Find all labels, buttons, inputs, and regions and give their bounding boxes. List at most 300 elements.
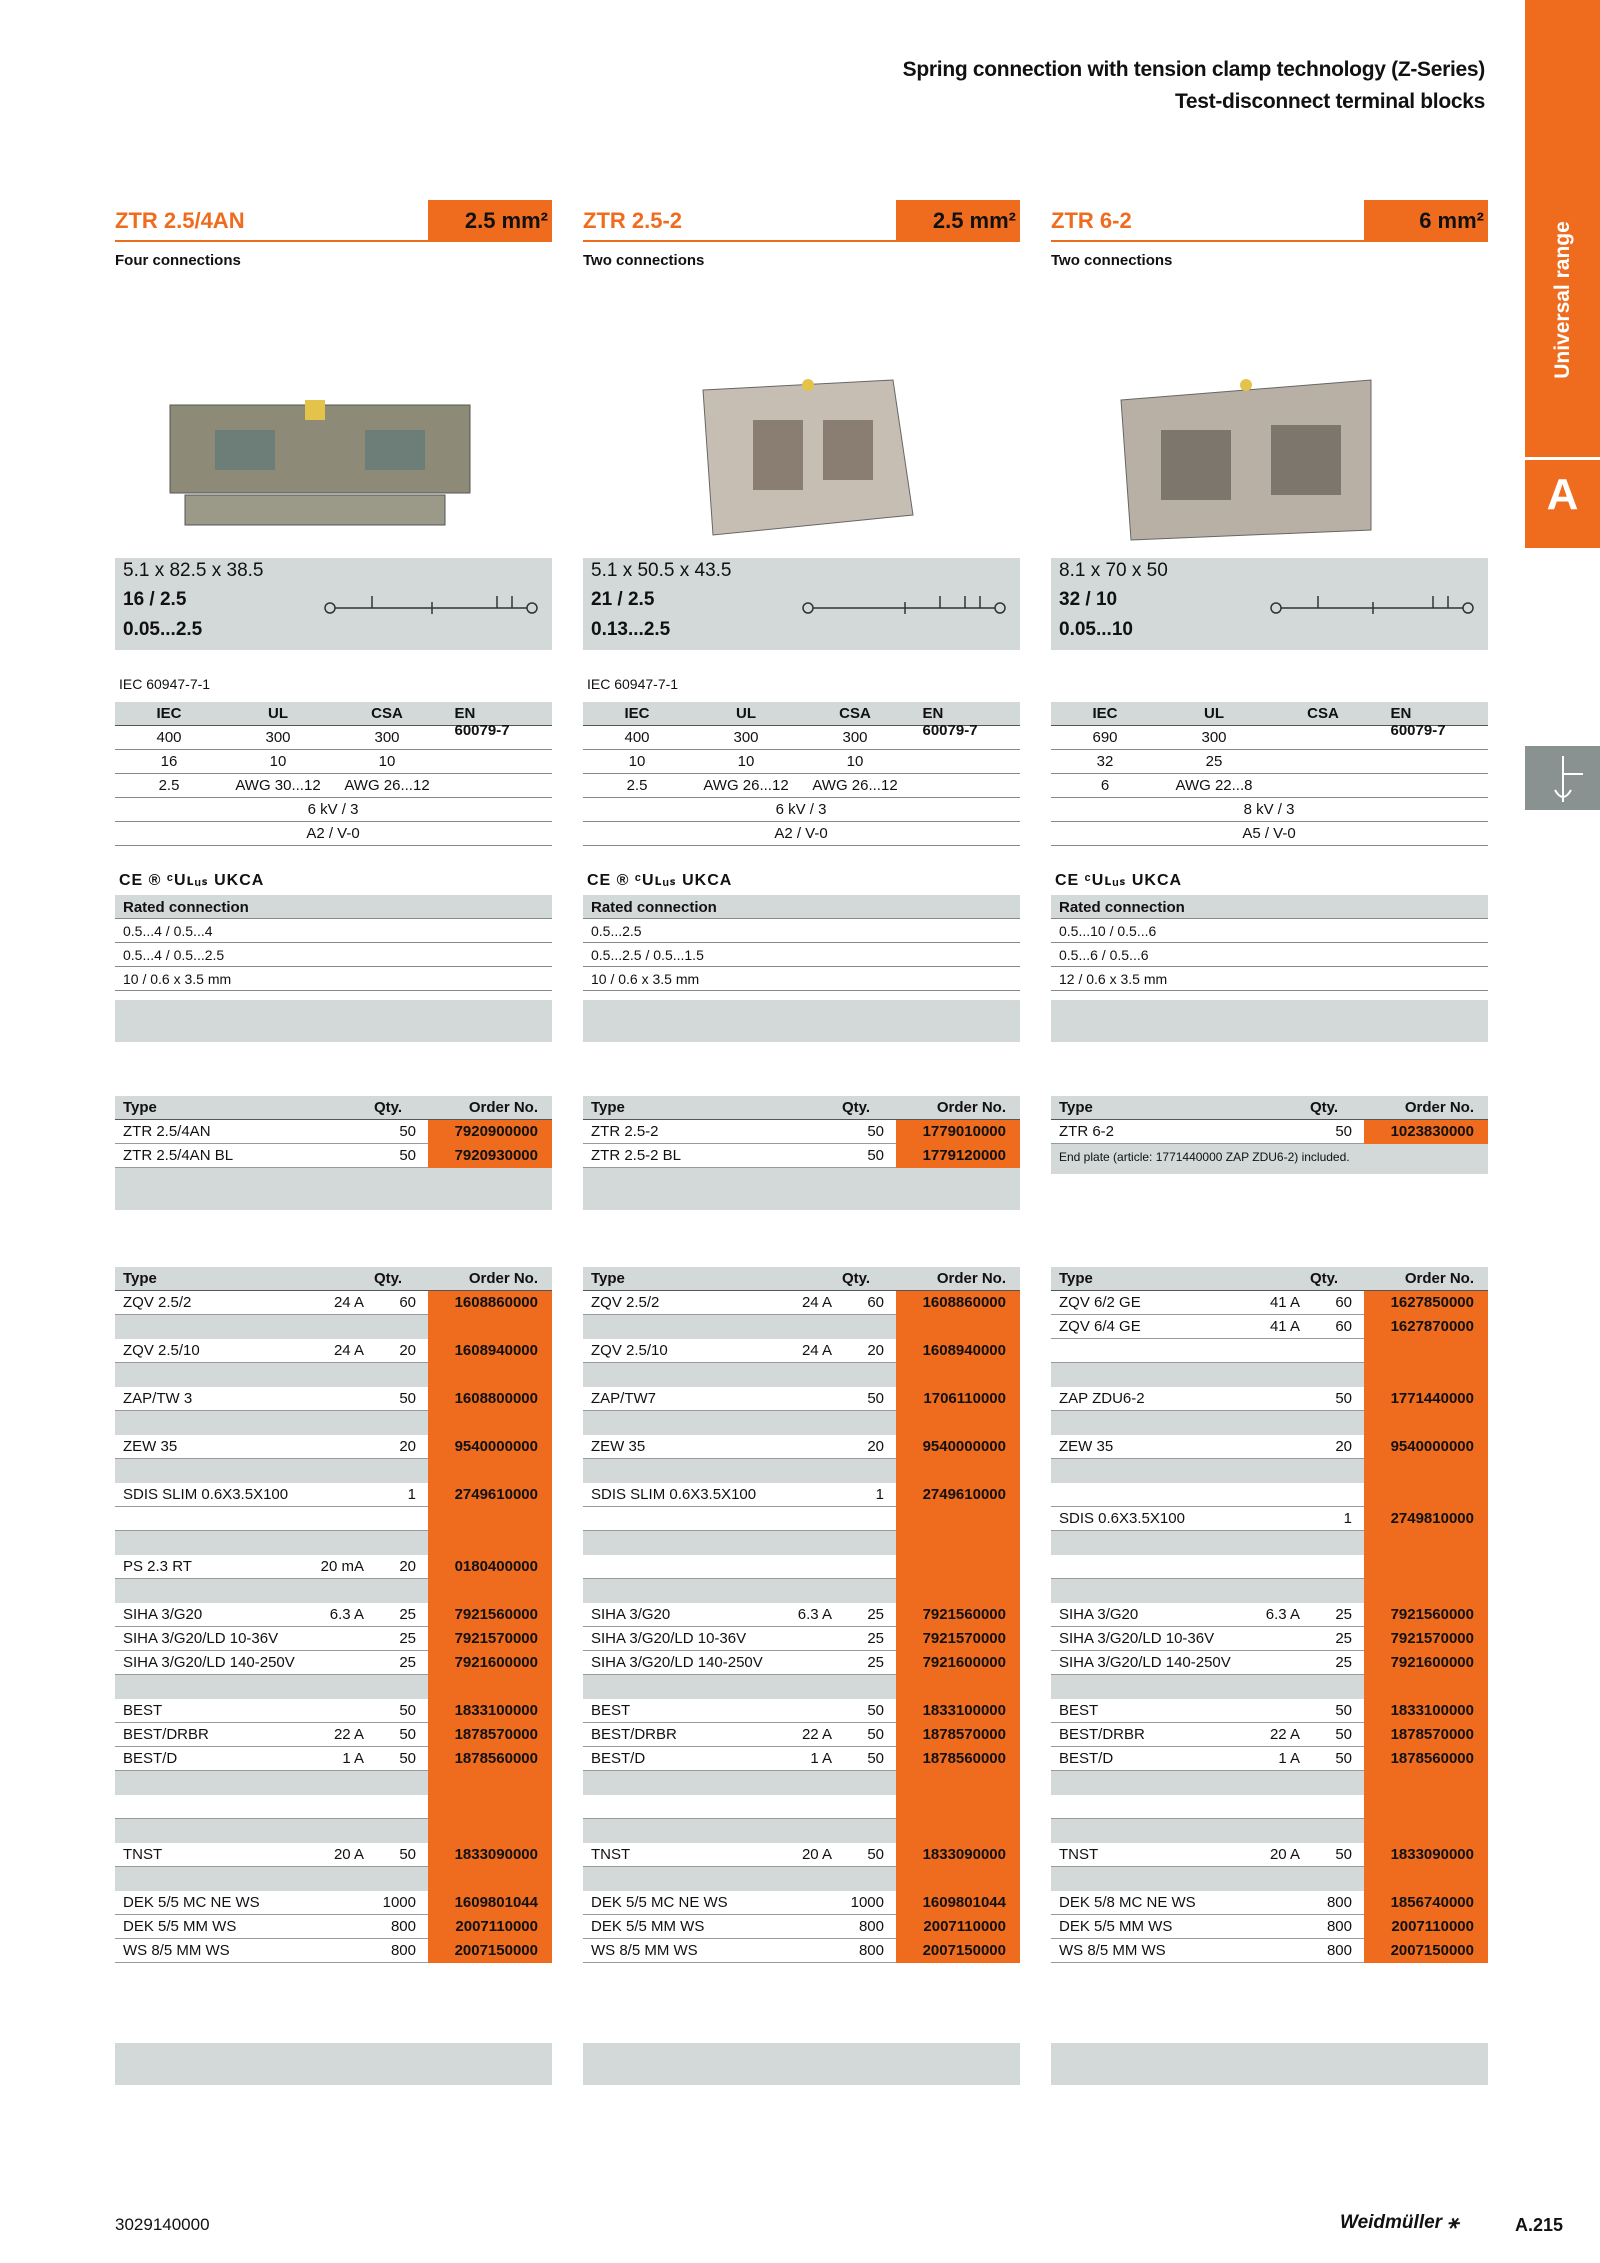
accessory-type: ZQV 2.5/2 xyxy=(123,1294,192,1311)
accessory-row[interactable] xyxy=(115,1651,552,1675)
side-category-box[interactable] xyxy=(1525,746,1600,810)
col-order-header: Order No. xyxy=(936,1099,1006,1116)
col-qty-header: Qty. xyxy=(841,1270,870,1287)
accessory-row[interactable] xyxy=(1051,1651,1488,1675)
rated-connection-row: 0.5...2.5 xyxy=(583,919,1020,943)
accessory-order-number[interactable]: 2007110000 xyxy=(428,1915,552,1939)
accessory-rating: 22 A xyxy=(1269,1726,1300,1743)
accessories-blank-row xyxy=(583,1795,1020,1819)
ratings-table xyxy=(115,702,552,846)
accessory-qty: 1000 xyxy=(382,1894,416,1911)
ratings-row xyxy=(583,750,1020,774)
accessories-table xyxy=(1051,1267,1488,1963)
product-title-bar xyxy=(115,200,552,242)
accessory-qty: 20 xyxy=(399,1438,416,1455)
accessories-gap xyxy=(1051,1867,1488,1891)
accessory-qty: 50 xyxy=(1335,1390,1352,1407)
accessory-order-number[interactable]: 2007110000 xyxy=(896,1915,1020,1939)
accessory-row[interactable] xyxy=(583,1339,1020,1363)
accessories-gap xyxy=(115,1459,552,1483)
ratings-cell: 10 xyxy=(628,753,646,770)
current-ratio: 32 / 10 xyxy=(1059,589,1118,610)
accessory-qty: 60 xyxy=(399,1294,416,1311)
accessory-qty: 50 xyxy=(399,1750,416,1767)
ratings-cell: 300 xyxy=(265,729,291,746)
accessory-row[interactable] xyxy=(583,1915,1020,1939)
order-number[interactable]: 1023830000 xyxy=(1364,1120,1488,1144)
accessory-row[interactable] xyxy=(115,1699,552,1723)
accessory-row[interactable] xyxy=(583,1723,1020,1747)
accessory-order-number[interactable]: 1833090000 xyxy=(428,1843,552,1867)
accessory-qty: 25 xyxy=(867,1606,884,1623)
accessory-qty: 60 xyxy=(1335,1318,1352,1335)
order-type: ZTR 6-2 xyxy=(1059,1123,1115,1140)
accessories-gap xyxy=(1051,1531,1488,1555)
accessories-gap xyxy=(1051,1459,1488,1483)
accessory-order-number[interactable]: 7921600000 xyxy=(1364,1651,1488,1675)
accessories-gap xyxy=(115,1675,552,1699)
product-photo xyxy=(583,340,1020,560)
side-tab-label: Universal range xyxy=(1550,221,1574,379)
accessories-blank-row xyxy=(1051,1483,1488,1507)
ratings-cell: AWG 22...8 xyxy=(1175,777,1253,794)
accessory-order-number[interactable]: 2749610000 xyxy=(428,1483,552,1507)
accessory-order-number[interactable]: 2007150000 xyxy=(1364,1939,1488,1963)
rated-connection-header: Rated connection xyxy=(1051,895,1488,919)
accessories-header xyxy=(583,1267,1020,1291)
accessory-row[interactable] xyxy=(1051,1507,1488,1531)
product-title-bar xyxy=(1051,200,1488,242)
accessory-qty: 50 xyxy=(867,1846,884,1863)
wiring-schematic-icon xyxy=(1268,588,1478,622)
order-type: ZTR 2.5/4AN xyxy=(123,1123,211,1140)
accessory-row[interactable] xyxy=(1051,1387,1488,1411)
accessory-order-number[interactable]: 1608940000 xyxy=(428,1339,552,1363)
accessory-row[interactable] xyxy=(115,1483,552,1507)
accessories-gap xyxy=(115,1363,552,1387)
order-table-header xyxy=(115,1096,552,1120)
accessory-qty: 800 xyxy=(390,1942,416,1959)
accessory-row[interactable] xyxy=(1051,1747,1488,1771)
ratings-cell: 300 xyxy=(842,729,868,746)
accessory-order-number[interactable]: 1833100000 xyxy=(896,1699,1020,1723)
accessory-row[interactable] xyxy=(115,1291,552,1315)
accessory-row[interactable] xyxy=(1051,1915,1488,1939)
certification-marks: CE ᶜUʟᵤₛ UKCA xyxy=(1055,872,1183,889)
order-row[interactable] xyxy=(1051,1120,1488,1144)
order-number[interactable]: 7920930000 xyxy=(428,1144,552,1168)
accessories-gap xyxy=(583,1771,1020,1795)
accessory-order-number[interactable]: 1608800000 xyxy=(428,1387,552,1411)
ratings-row xyxy=(583,726,1020,750)
accessory-row[interactable] xyxy=(583,1483,1020,1507)
accessory-type: ZEW 35 xyxy=(123,1438,178,1455)
order-note: End plate (article: 1771440000 ZAP ZDU6-2) included. xyxy=(1051,1144,1488,1174)
accessory-rating: 24 A xyxy=(333,1342,364,1359)
ratings-row xyxy=(1051,822,1488,846)
accessory-rating: 24 A xyxy=(801,1342,832,1359)
accessory-row[interactable] xyxy=(583,1747,1020,1771)
dimensions: 5.1 x 50.5 x 43.5 xyxy=(591,560,732,581)
current-ratio: 16 / 2.5 xyxy=(123,589,187,610)
col-order-header: Order No. xyxy=(468,1270,538,1287)
accessory-type: ZAP/TW 3 xyxy=(123,1390,193,1407)
dimensions: 8.1 x 70 x 50 xyxy=(1059,560,1168,581)
ratings-header-cell: CSA xyxy=(1307,705,1339,722)
col-order-header: Order No. xyxy=(936,1270,1006,1287)
accessory-row[interactable] xyxy=(115,1435,552,1459)
clamping-range: 0.05...2.5 xyxy=(123,619,203,640)
connections-label: Two connections xyxy=(1051,252,1173,269)
accessory-qty: 25 xyxy=(867,1654,884,1671)
accessories-blank-row xyxy=(583,1555,1020,1579)
ratings-cell: AWG 26...12 xyxy=(703,777,789,794)
col-qty-header: Qty. xyxy=(841,1099,870,1116)
accessory-order-number[interactable]: 9540000000 xyxy=(428,1435,552,1459)
accessory-order-number[interactable]: 7921560000 xyxy=(428,1603,552,1627)
order-type: ZTR 2.5-2 xyxy=(591,1123,659,1140)
accessories-table xyxy=(115,1267,552,1963)
rated-connection-row: 0.5...2.5 / 0.5...1.5 xyxy=(583,943,1020,967)
accessory-order-number[interactable]: 7921600000 xyxy=(428,1651,552,1675)
terminal-block-image xyxy=(1051,340,1488,560)
accessory-qty: 1 xyxy=(1343,1510,1352,1527)
accessory-row[interactable] xyxy=(1051,1627,1488,1651)
ratings-cell: 2.5 xyxy=(626,777,648,794)
accessory-order-number[interactable]: 1878560000 xyxy=(428,1747,552,1771)
accessory-order-number[interactable]: 1833100000 xyxy=(1364,1699,1488,1723)
product-name: ZTR 6-2 xyxy=(1051,208,1132,233)
accessory-type: ZEW 35 xyxy=(1059,1438,1114,1455)
accessory-rating: 41 A xyxy=(1269,1318,1300,1335)
rated-connection-table xyxy=(1051,895,1488,991)
ratings-cell: 6 kV / 3 xyxy=(307,801,359,818)
accessory-qty: 25 xyxy=(1335,1654,1352,1671)
accessory-type: DEK 5/5 MM WS xyxy=(1059,1918,1173,1935)
rated-connection-row: 0.5...4 / 0.5...4 xyxy=(115,919,552,943)
accessory-rating: 41 A xyxy=(1269,1294,1300,1311)
accessory-qty: 800 xyxy=(390,1918,416,1935)
accessory-type: SIHA 3/G20/LD 140-250V xyxy=(123,1654,295,1671)
accessory-row[interactable] xyxy=(1051,1939,1488,1963)
ratings-cell: 8 kV / 3 xyxy=(1243,801,1295,818)
rated-connection-row: 12 / 0.6 x 3.5 mm xyxy=(1051,967,1488,991)
accessory-row[interactable] xyxy=(115,1915,552,1939)
accessory-qty: 50 xyxy=(1335,1750,1352,1767)
accessory-type: SIHA 3/G20/LD 140-250V xyxy=(591,1654,763,1671)
dimensions: 5.1 x 82.5 x 38.5 xyxy=(123,560,264,581)
blank-grey-box xyxy=(115,2043,552,2085)
accessory-order-number[interactable]: 7921570000 xyxy=(896,1627,1020,1651)
accessory-rating: 22 A xyxy=(333,1726,364,1743)
accessory-qty: 20 xyxy=(867,1438,884,1455)
accessory-order-number[interactable]: 7921570000 xyxy=(1364,1627,1488,1651)
accessory-row[interactable] xyxy=(583,1891,1020,1915)
accessory-order-number[interactable]: 2749610000 xyxy=(896,1483,1020,1507)
blank-grey-box xyxy=(583,1000,1020,1042)
standard-label: IEC 60947-7-1 xyxy=(119,676,211,692)
order-qty: 50 xyxy=(399,1147,416,1164)
accessory-order-number[interactable]: 2749810000 xyxy=(1364,1507,1488,1531)
accessory-qty: 800 xyxy=(858,1918,884,1935)
ratings-cell: A2 / V-0 xyxy=(774,825,828,842)
order-row[interactable] xyxy=(583,1144,1020,1168)
col-order-header: Order No. xyxy=(468,1099,538,1116)
accessory-order-number[interactable]: 2007110000 xyxy=(1364,1915,1488,1939)
accessory-row[interactable] xyxy=(1051,1315,1488,1339)
brand-mark-icon: ⚹ xyxy=(1447,2212,1459,2233)
accessory-order-number[interactable]: 1878560000 xyxy=(896,1747,1020,1771)
accessory-type: BEST/DRBR xyxy=(123,1726,209,1743)
accessory-row[interactable] xyxy=(583,1699,1020,1723)
connections-label: Four connections xyxy=(115,252,241,269)
accessories-gap xyxy=(583,1675,1020,1699)
accessory-order-number[interactable]: 1609801044 xyxy=(896,1891,1020,1915)
accessory-row[interactable] xyxy=(1051,1843,1488,1867)
accessory-row[interactable] xyxy=(583,1651,1020,1675)
accessory-rating: 20 A xyxy=(801,1846,832,1863)
accessory-row[interactable] xyxy=(115,1387,552,1411)
order-table-header xyxy=(583,1096,1020,1120)
accessory-order-number[interactable]: 7921570000 xyxy=(428,1627,552,1651)
accessory-order-number[interactable]: 1833090000 xyxy=(896,1843,1020,1867)
accessories-gap xyxy=(583,1459,1020,1483)
accessory-order-number[interactable]: 1878560000 xyxy=(1364,1747,1488,1771)
accessory-order-number[interactable]: 9540000000 xyxy=(896,1435,1020,1459)
accessory-order-number[interactable]: 1608940000 xyxy=(896,1339,1020,1363)
accessory-order-number[interactable]: 2007150000 xyxy=(428,1939,552,1963)
accessory-order-number[interactable]: 1608860000 xyxy=(428,1291,552,1315)
accessory-type: SIHA 3/G20 xyxy=(591,1606,671,1623)
ratings-row xyxy=(115,822,552,846)
accessories-gap xyxy=(1051,1579,1488,1603)
accessories-gap xyxy=(583,1819,1020,1843)
accessory-rating: 1 A xyxy=(342,1750,364,1767)
accessories-gap xyxy=(115,1867,552,1891)
order-number[interactable]: 1779120000 xyxy=(896,1144,1020,1168)
footer-doc-number: 3029140000 xyxy=(115,2215,210,2234)
ratings-header-cell: CSA xyxy=(839,705,871,722)
order-number[interactable]: 7920900000 xyxy=(428,1120,552,1144)
accessory-type: BEST/DRBR xyxy=(1059,1726,1145,1743)
accessory-qty: 50 xyxy=(399,1702,416,1719)
ratings-row xyxy=(115,798,552,822)
accessory-qty: 50 xyxy=(399,1390,416,1407)
accessory-row[interactable] xyxy=(1051,1435,1488,1459)
accessory-qty: 60 xyxy=(867,1294,884,1311)
blank-grey-box xyxy=(583,2043,1020,2085)
col-qty-header: Qty. xyxy=(1309,1270,1338,1287)
accessory-order-number[interactable]: 1706110000 xyxy=(896,1387,1020,1411)
accessory-qty: 1 xyxy=(407,1486,416,1503)
accessory-row[interactable] xyxy=(115,1555,552,1579)
order-qty: 50 xyxy=(867,1147,884,1164)
order-type: ZTR 2.5-2 BL xyxy=(591,1147,682,1164)
ratings-row xyxy=(115,750,552,774)
standard-label: IEC 60947-7-1 xyxy=(587,676,679,692)
accessory-order-number[interactable]: 2007150000 xyxy=(896,1939,1020,1963)
accessory-order-number[interactable]: 1856740000 xyxy=(1364,1891,1488,1915)
accessory-order-number[interactable]: 1878570000 xyxy=(1364,1723,1488,1747)
accessory-type: ZQV 2.5/10 xyxy=(591,1342,668,1359)
brand-logo: Weidmüller ⚹ xyxy=(1340,2212,1459,2233)
side-tab-divider xyxy=(1525,457,1600,460)
accessory-qty: 25 xyxy=(399,1606,416,1623)
product-name: ZTR 2.5-2 xyxy=(583,208,683,233)
ratings-header-cell: IEC xyxy=(624,705,650,722)
ratings-cell: 300 xyxy=(374,729,400,746)
order-row[interactable] xyxy=(583,1120,1020,1144)
col-qty-header: Qty. xyxy=(373,1099,402,1116)
rated-connection-row: 0.5...4 / 0.5...2.5 xyxy=(115,943,552,967)
accessory-order-number[interactable]: 1608860000 xyxy=(896,1291,1020,1315)
accessory-order-number[interactable]: 7921560000 xyxy=(1364,1603,1488,1627)
accessory-type: SIHA 3/G20/LD 140-250V xyxy=(1059,1654,1231,1671)
accessory-rating: 6.3 A xyxy=(1265,1606,1300,1623)
ratings-header-cell: IEC xyxy=(156,705,182,722)
accessory-type: SDIS SLIM 0.6X3.5X100 xyxy=(591,1486,757,1503)
accessory-row[interactable] xyxy=(115,1723,552,1747)
accessory-order-number[interactable]: 7921560000 xyxy=(896,1603,1020,1627)
ratings-cell: 300 xyxy=(1201,729,1227,746)
ratings-cell: 32 xyxy=(1096,753,1114,770)
accessory-order-number[interactable]: 1609801044 xyxy=(428,1891,552,1915)
accessory-order-number[interactable]: 1771440000 xyxy=(1364,1387,1488,1411)
ratings-row xyxy=(115,774,552,798)
ratings-cell: AWG 30...12 xyxy=(235,777,321,794)
accessory-rating: 24 A xyxy=(333,1294,364,1311)
accessory-type: DEK 5/5 MC NE WS xyxy=(123,1894,260,1911)
ratings-cell: 10 xyxy=(269,753,287,770)
accessory-qty: 20 xyxy=(867,1342,884,1359)
accessory-order-number[interactable]: 1833100000 xyxy=(428,1699,552,1723)
ratings-header-cell: EN 60079-7 xyxy=(1390,705,1446,739)
order-table xyxy=(1051,1096,1488,1174)
page-header xyxy=(903,54,1485,118)
rated-connection-row: 10 / 0.6 x 3.5 mm xyxy=(115,967,552,991)
accessory-type: BEST/D xyxy=(123,1750,178,1767)
col-type-header: Type xyxy=(123,1099,157,1116)
clamping-range: 0.05...10 xyxy=(1059,619,1133,640)
order-table-spacer xyxy=(583,1168,1020,1210)
col-type-header: Type xyxy=(123,1270,157,1287)
accessory-row[interactable] xyxy=(583,1603,1020,1627)
accessory-type: TNST xyxy=(1059,1846,1099,1863)
accessory-type: BEST xyxy=(123,1702,163,1719)
spec-box xyxy=(115,558,552,650)
order-qty: 50 xyxy=(867,1123,884,1140)
accessory-order-number[interactable]: 1627870000 xyxy=(1364,1315,1488,1339)
accessory-type: WS 8/5 MM WS xyxy=(591,1942,698,1959)
accessory-qty: 50 xyxy=(867,1726,884,1743)
accessories-gap xyxy=(1051,1819,1488,1843)
accessory-type: PS 2.3 RT xyxy=(123,1558,192,1575)
accessory-qty: 20 xyxy=(399,1558,416,1575)
ratings-table xyxy=(583,702,1020,846)
accessory-row[interactable] xyxy=(115,1627,552,1651)
wiring-schematic-icon xyxy=(800,588,1010,622)
accessory-row[interactable] xyxy=(115,1891,552,1915)
accessories-gap xyxy=(583,1411,1020,1435)
ratings-cell: 690 xyxy=(1092,729,1118,746)
accessory-row[interactable] xyxy=(115,1603,552,1627)
accessories-gap xyxy=(115,1531,552,1555)
accessory-row[interactable] xyxy=(115,1339,552,1363)
ratings-header-cell: UL xyxy=(268,705,288,722)
ratings-cell: 10 xyxy=(378,753,396,770)
side-tab-letter: A xyxy=(1546,470,1579,519)
accessory-order-number[interactable]: 1878570000 xyxy=(428,1723,552,1747)
accessory-type: WS 8/5 MM WS xyxy=(1059,1942,1166,1959)
accessory-type: ZEW 35 xyxy=(591,1438,646,1455)
ratings-row xyxy=(583,774,1020,798)
accessory-row[interactable] xyxy=(583,1843,1020,1867)
accessory-row[interactable] xyxy=(115,1747,552,1771)
accessory-qty: 50 xyxy=(1335,1726,1352,1743)
accessory-type: ZQV 6/4 GE xyxy=(1059,1318,1141,1335)
accessory-order-number[interactable]: 1627850000 xyxy=(1364,1291,1488,1315)
accessory-row[interactable] xyxy=(583,1387,1020,1411)
accessory-row[interactable] xyxy=(583,1435,1020,1459)
order-row[interactable] xyxy=(115,1120,552,1144)
side-tab[interactable] xyxy=(1525,0,1600,548)
accessories-gap xyxy=(583,1363,1020,1387)
wiring-schematic-icon xyxy=(322,588,542,622)
accessory-row[interactable] xyxy=(583,1291,1020,1315)
rated-connection-table xyxy=(115,895,552,991)
order-row[interactable] xyxy=(115,1144,552,1168)
ratings-cell: 6 xyxy=(1100,777,1110,794)
accessory-row[interactable] xyxy=(1051,1699,1488,1723)
accessory-row[interactable] xyxy=(115,1843,552,1867)
accessory-qty: 25 xyxy=(399,1654,416,1671)
accessory-order-number[interactable]: 1833090000 xyxy=(1364,1843,1488,1867)
accessory-row[interactable] xyxy=(583,1627,1020,1651)
accessory-type: SIHA 3/G20 xyxy=(1059,1606,1139,1623)
accessory-row[interactable] xyxy=(1051,1291,1488,1315)
accessory-row[interactable] xyxy=(1051,1723,1488,1747)
accessory-rating: 20 mA xyxy=(320,1558,364,1575)
accessory-qty: 1000 xyxy=(850,1894,884,1911)
accessory-order-number[interactable]: 7921600000 xyxy=(896,1651,1020,1675)
accessory-row[interactable] xyxy=(1051,1603,1488,1627)
col-qty-header: Qty. xyxy=(1309,1099,1338,1116)
order-number[interactable]: 1779010000 xyxy=(896,1120,1020,1144)
accessories-gap xyxy=(115,1411,552,1435)
ratings-cell: A2 / V-0 xyxy=(306,825,360,842)
spec-box xyxy=(1051,558,1488,650)
accessory-qty: 50 xyxy=(867,1702,884,1719)
accessory-row[interactable] xyxy=(583,1939,1020,1963)
cross-section-badge: 6 mm² xyxy=(1364,200,1488,240)
ratings-cell: 16 xyxy=(160,753,178,770)
accessory-order-number[interactable]: 9540000000 xyxy=(1364,1435,1488,1459)
rated-connection-row: 0.5...10 / 0.5...6 xyxy=(1051,919,1488,943)
accessory-order-number[interactable]: 0180400000 xyxy=(428,1555,552,1579)
accessory-type: ZQV 2.5/2 xyxy=(591,1294,660,1311)
accessory-rating: 1 A xyxy=(810,1750,832,1767)
accessory-row[interactable] xyxy=(1051,1891,1488,1915)
accessories-blank-row xyxy=(1051,1339,1488,1363)
accessory-row[interactable] xyxy=(115,1939,552,1963)
order-table xyxy=(583,1096,1020,1210)
accessories-blank-row xyxy=(583,1507,1020,1531)
rated-connection-row: 0.5...6 / 0.5...6 xyxy=(1051,943,1488,967)
accessory-qty: 50 xyxy=(1335,1846,1352,1863)
accessory-qty: 50 xyxy=(867,1750,884,1767)
accessory-type: BEST/D xyxy=(591,1750,646,1767)
accessory-order-number[interactable]: 1878570000 xyxy=(896,1723,1020,1747)
